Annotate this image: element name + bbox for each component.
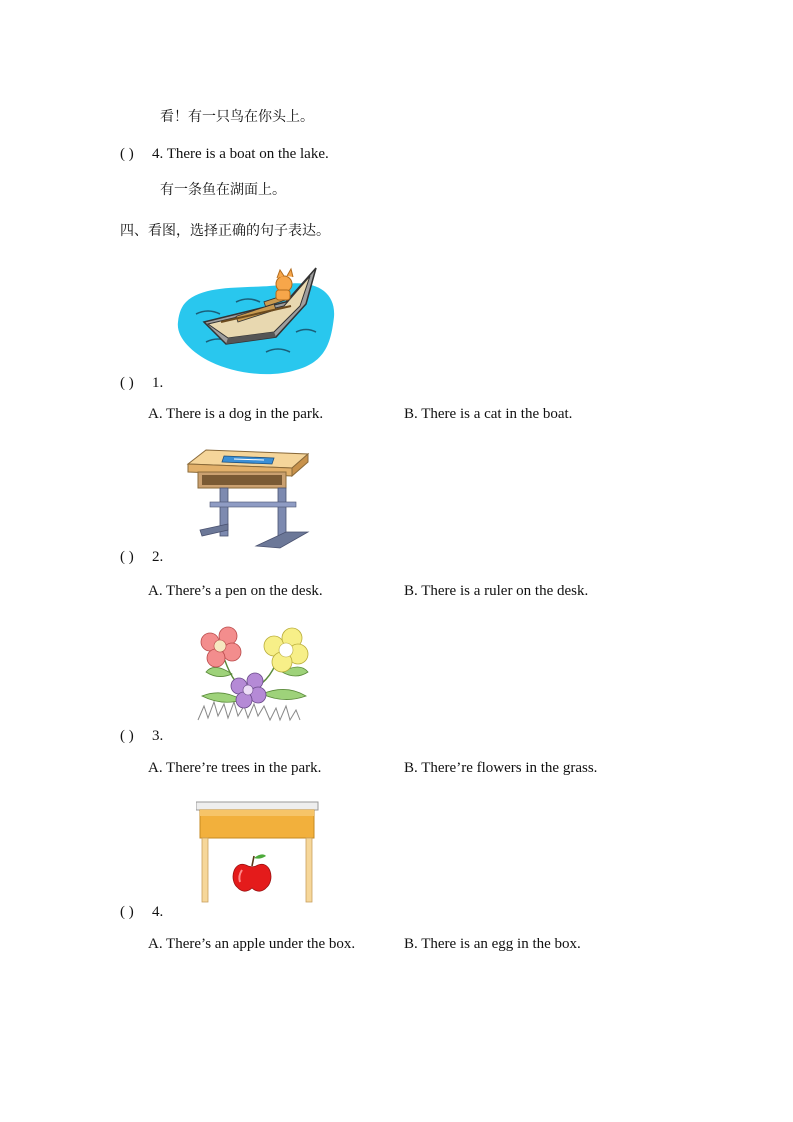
q1-option-a: A. There is a dog in the park. <box>148 406 324 422</box>
q2-paren: ( ) <box>120 549 134 565</box>
q3-number: 3. <box>152 728 164 744</box>
translation-3: 看！有一只鸟在你头上。 <box>160 109 314 125</box>
q1-number: 1. <box>152 375 164 391</box>
q4-option-a: A. There’s an apple under the box. <box>148 936 356 952</box>
q3-paren: ( ) <box>120 728 134 744</box>
q3-option-a: A. There’re trees in the park. <box>148 760 322 776</box>
q4-paren: ( ) <box>120 904 134 920</box>
q2-number: 2. <box>152 549 164 565</box>
q1-paren: ( ) <box>120 375 134 391</box>
item-4-paren: ( ) <box>120 146 134 162</box>
desk-with-ruler-illustration <box>184 446 312 552</box>
q3-option-b: B. There’re flowers in the grass. <box>404 760 598 776</box>
section-4-heading: 四、看图，选择正确的句子表达。 <box>120 223 330 239</box>
q4-number: 4. <box>152 904 164 920</box>
apple-under-box-illustration <box>196 800 320 904</box>
q2-option-b: B. There is a ruler on the desk. <box>404 583 589 599</box>
q2-option-a: A. There’s a pen on the desk. <box>148 583 323 599</box>
q4-option-b: B. There is an egg in the box. <box>404 936 581 952</box>
translation-4: 有一条鱼在湖面上。 <box>160 182 286 198</box>
flowers-in-grass-illustration <box>192 624 328 730</box>
item-4-text: 4. There is a boat on the lake. <box>152 146 329 162</box>
cat-in-boat-illustration <box>176 262 338 378</box>
q1-option-b: B. There is a cat in the boat. <box>404 406 573 422</box>
